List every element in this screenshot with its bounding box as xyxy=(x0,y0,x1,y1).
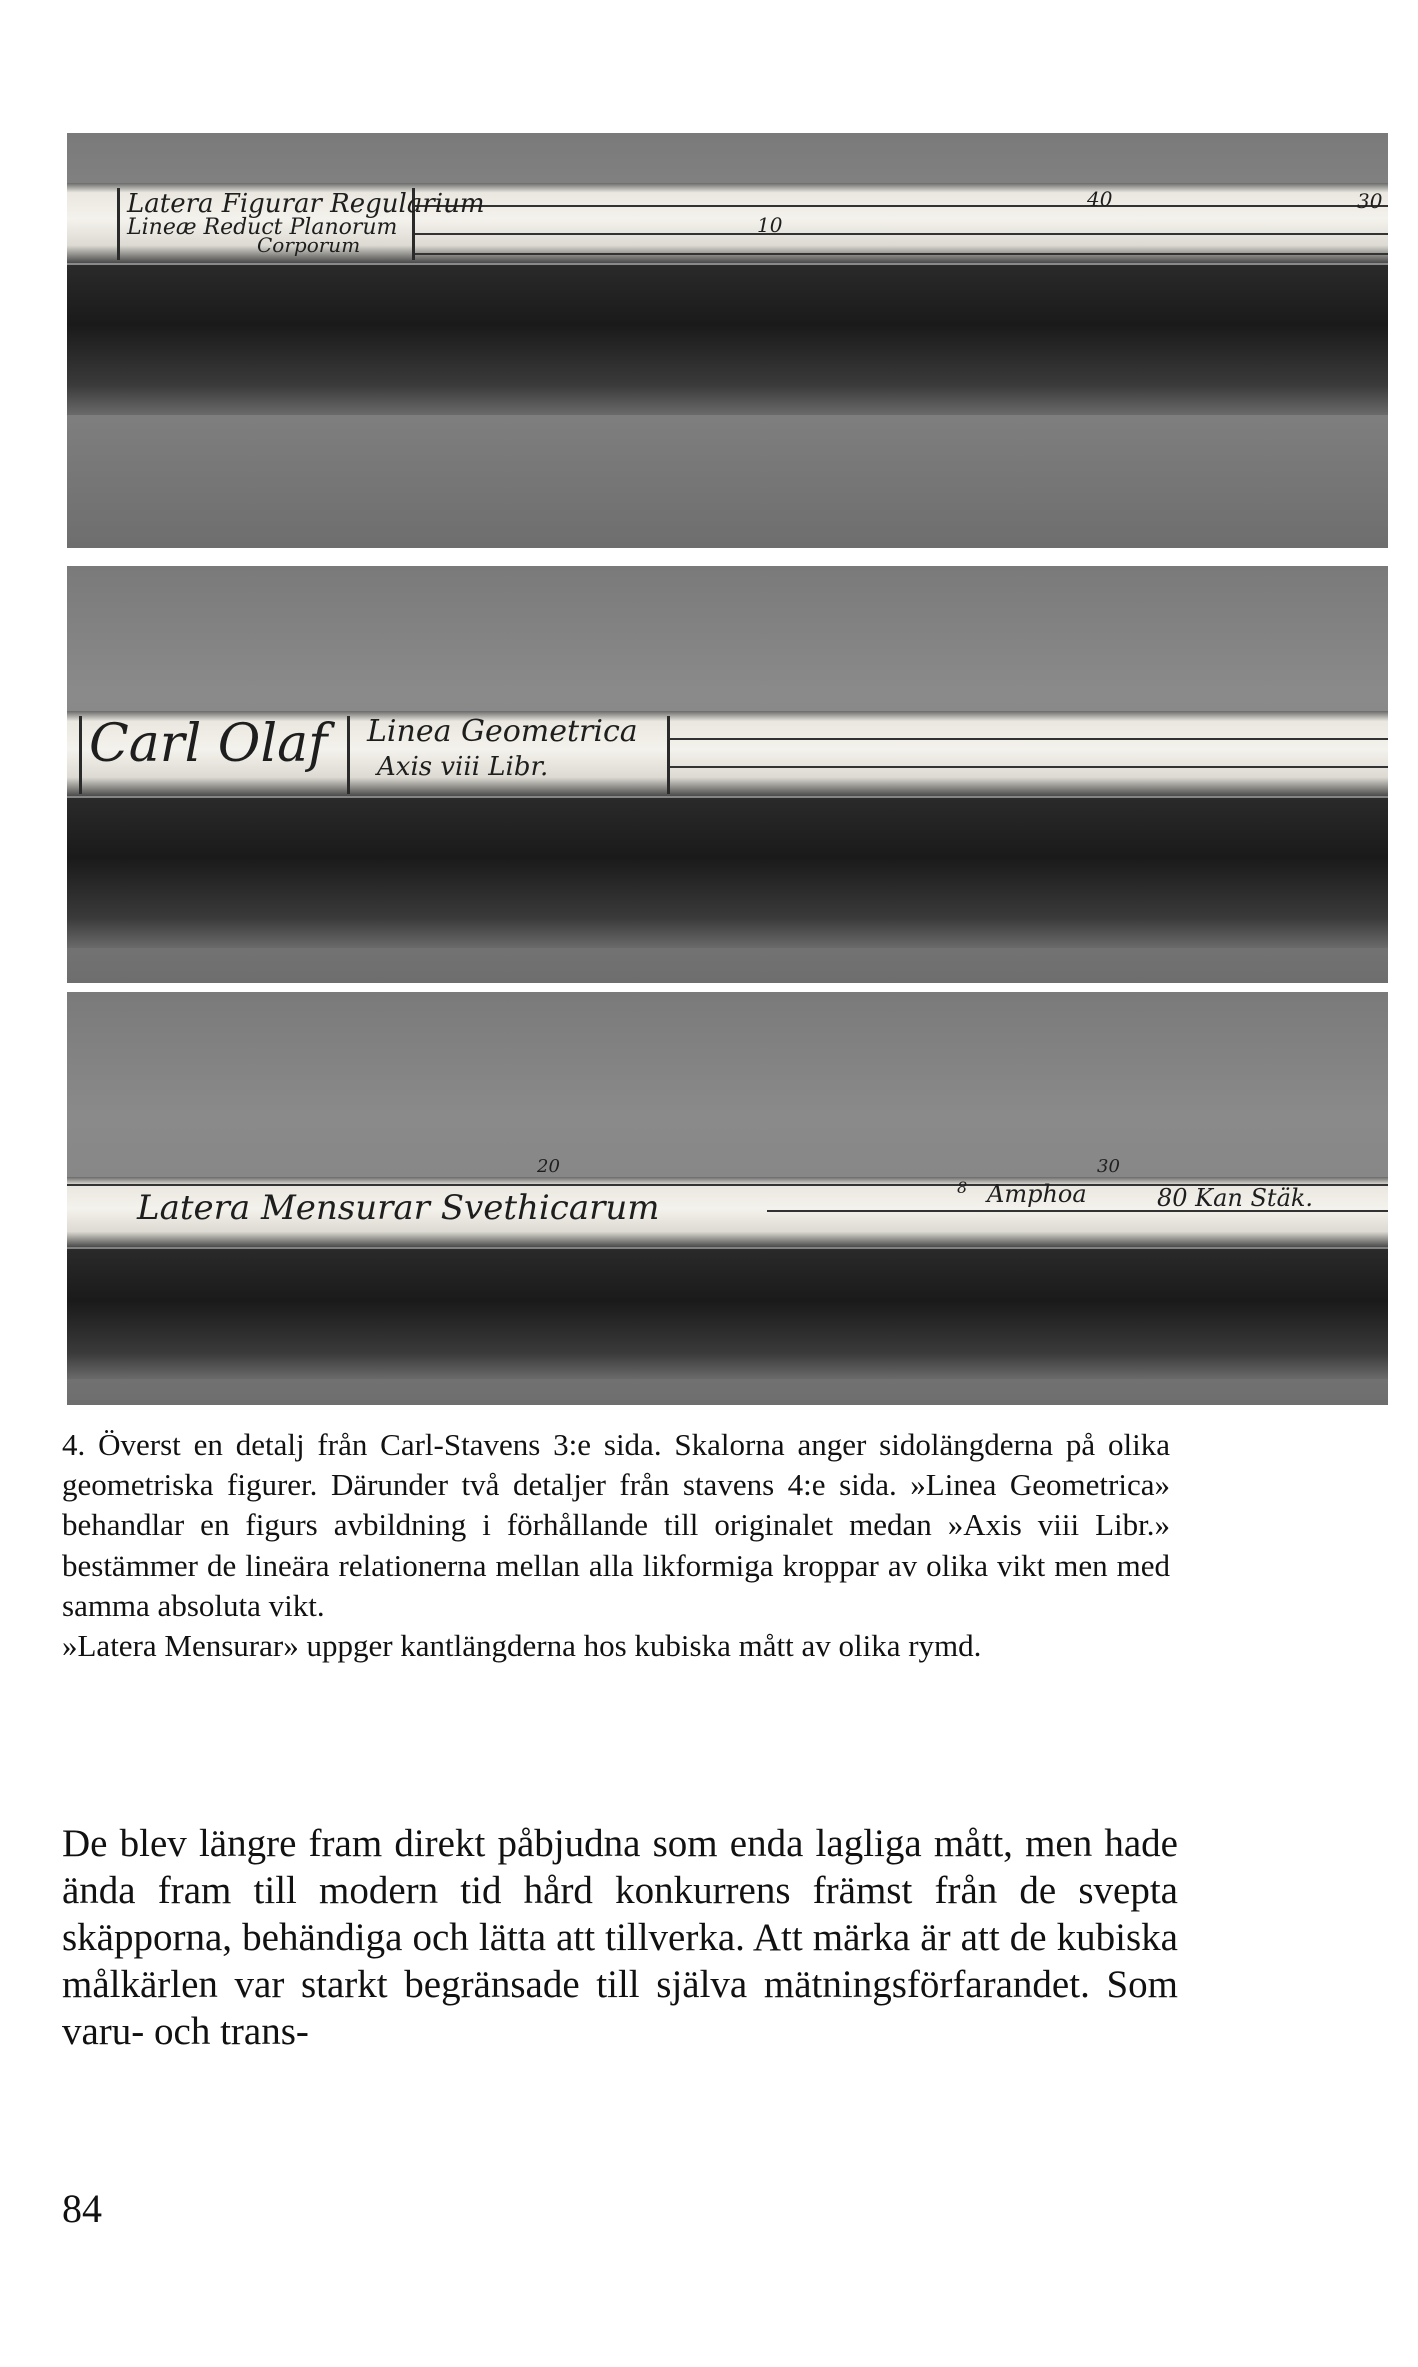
page-number: 84 xyxy=(62,2186,102,2231)
inscription-line: Axis viii Libr. xyxy=(377,752,549,782)
caption-paragraph: 4. Överst en detalj från Carl-Stavens 3:e sida. Skalorna anger sidolängderna på olika geometriska figurer. Därunder två detaljer från stavens 4:e sida. »Linea Geometrica» behandlar en figurs avbildning i förhållande till originalet medan »Axis viii Libr.» bestämmer de lineära relationerna mellan alla likformiga kroppar av olika vikt men med samma absoluta vikt. xyxy=(62,1427,1170,1623)
staff-shadow xyxy=(67,1249,1388,1379)
scale-mark: 10 xyxy=(757,213,783,237)
figure-caption xyxy=(62,1425,1170,1666)
scale-mark: 40 xyxy=(1087,187,1113,211)
photo-panel-3 xyxy=(67,992,1388,1405)
inscription-line: Latera Figurar Regularium xyxy=(127,189,485,219)
inscription-line: Carl Olaf xyxy=(89,714,328,774)
inscription-line: Lineæ Reduct Planorum xyxy=(127,215,398,240)
scale-mark: 30 xyxy=(1357,189,1383,213)
inscription-line: 80 Kan Stäk. xyxy=(1157,1184,1314,1212)
staff-shadow xyxy=(67,265,1388,415)
inscription-line: Linea Geometrica xyxy=(367,714,638,749)
inscription-line: Corporum xyxy=(257,233,361,257)
caption-paragraph: »Latera Mensurar» uppger kantlängderna hos kubiska mått av olika rymd. xyxy=(62,1628,982,1664)
inscription-line: Amphoa xyxy=(987,1180,1087,1208)
staff-shadow xyxy=(67,798,1388,948)
body-paragraph: De blev längre fram direkt påbjudna som enda lagliga mått, men hade ända fram till modern tid hård konkurrens främst från de svepta skäpporna, behändiga och lätta att tillverka. Att märka är att de kubiska målkärlen var starkt begränsade till själva mätningsförfarandet. Som varu- och trans- xyxy=(62,1822,1178,2053)
photo-panel-2 xyxy=(67,566,1388,983)
photo-panel-1 xyxy=(67,133,1388,548)
scale-mark: 30 xyxy=(1097,1156,1120,1177)
scale-mark: 20 xyxy=(537,1156,560,1177)
scale-mark: 8 xyxy=(957,1178,968,1197)
inscription-line: Latera Mensurar Svethicarum xyxy=(137,1188,660,1228)
